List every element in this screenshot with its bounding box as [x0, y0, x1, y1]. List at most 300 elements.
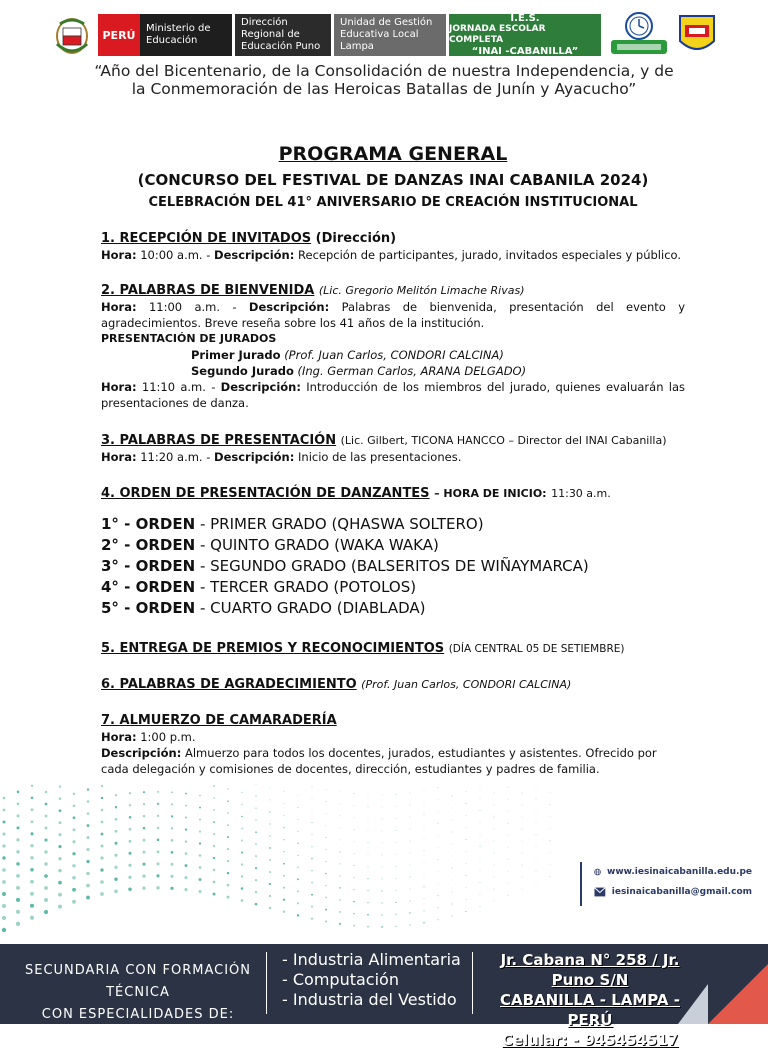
decor-dot — [171, 851, 174, 854]
decor-dot — [129, 828, 132, 831]
decor-dot — [114, 866, 117, 869]
section-2: 2. PALABRAS DE BIENVENIDA (Lic. Gregorio Melitón Limache Rivas) Hora: 11:00 a.m. - Descripción: Palabras de bienvenida, presentación del evento y agradecimientos. Breve reseña sobre los 41 años de la institución. PRESENTACIÓN DE JURADOS Primer Jurado (Prof. Juan Carlos, CONDORI CALCINA) Segundo Jurado (Ing. German Carlos, ARANA DELGADO) Hora: 11:10 a.m. - Descripción: Introducción de los miembros del jurado, quienes evaluarán las presentaciones de danza. — [101, 283, 686, 410]
decor-dot — [143, 803, 145, 805]
decor-dot — [409, 900, 410, 901]
section-5-title: 5. ENTREGA DE PREMIOS Y RECONOCIMIENTOS — [101, 641, 445, 656]
decor-dot — [157, 803, 159, 805]
section-4-inicio-label: – HORA DE INICIO: — [434, 487, 547, 500]
decor-dot — [269, 871, 271, 873]
decor-dot — [2, 892, 6, 896]
decor-dot — [437, 907, 438, 908]
section-3-who: (Lic. Gilbert, TICONA HANCCO – Director del INAI Cabanilla) — [340, 434, 667, 447]
decor-dot — [452, 856, 453, 857]
decor-dot — [58, 845, 61, 848]
decor-dot — [269, 811, 270, 812]
decor-dot — [382, 831, 383, 832]
decor-dot — [354, 817, 355, 818]
decor-dot — [269, 835, 271, 837]
decor-dot — [396, 866, 397, 867]
decor-dot — [311, 918, 313, 920]
address-line-1: Jr. Cabana N° 258 / Jr. Puno S/N — [500, 951, 680, 989]
decor-dot — [143, 827, 146, 830]
decor-dot — [143, 851, 146, 854]
decor-dot — [550, 852, 551, 853]
decor-dot — [494, 841, 495, 842]
decor-dot — [129, 840, 132, 843]
decor-dot — [298, 795, 299, 796]
section-1-title: 1. RECEPCIÓN DE INVITADOS — [101, 231, 312, 246]
decor-dot — [45, 815, 48, 818]
decor-dot — [283, 863, 285, 865]
decor-dot — [325, 897, 327, 899]
decor-dot — [284, 791, 285, 792]
decor-dot — [17, 814, 20, 817]
decor-dot — [199, 878, 202, 881]
globe-icon — [594, 866, 601, 878]
decor-dot — [480, 906, 481, 907]
decor-dot — [522, 865, 523, 866]
specialty-item: - Industria del Vestido — [282, 990, 457, 1009]
decor-dot — [2, 856, 5, 859]
decor-dot — [185, 793, 187, 795]
decor-dot — [101, 809, 104, 812]
decor-dot — [550, 864, 551, 865]
decor-dot — [466, 875, 467, 876]
decor-dot — [339, 875, 340, 876]
decor-dot — [16, 826, 19, 829]
decor-dot — [536, 882, 537, 883]
address-line-2: CABANILLA - LAMPA - PERÚ — [500, 991, 680, 1029]
ministerio-label: Ministerio de Educación — [140, 14, 232, 56]
decor-dot — [156, 886, 159, 889]
decor-dot — [480, 834, 481, 835]
decor-dot — [550, 804, 551, 805]
decor-dot — [213, 797, 215, 799]
decor-dot — [438, 787, 439, 788]
footer-specialties — [282, 950, 461, 1010]
jurado-2-name: (Ing. German Carlos, ARANA DELGADO) — [297, 364, 527, 378]
decor-dot — [16, 922, 20, 926]
order-list — [101, 514, 685, 619]
decor-dot — [87, 812, 90, 815]
decor-dot — [409, 924, 411, 926]
decor-dot — [142, 863, 145, 866]
section-7-hora: 1:00 p.m. — [140, 730, 196, 744]
decor-dot — [72, 900, 76, 904]
decor-dot — [114, 889, 118, 893]
decor-dot — [368, 842, 369, 843]
section-2-hora: 11:00 a.m. — [148, 300, 221, 314]
decor-dot — [466, 899, 467, 900]
decor-dot — [381, 926, 383, 928]
decor-dot — [381, 890, 382, 891]
decor-dot — [382, 843, 383, 844]
footer-address — [480, 950, 700, 1050]
hora-label: Hora: — [101, 450, 137, 464]
decor-dot — [255, 903, 258, 906]
decor-dot — [269, 895, 271, 897]
decor-dot — [381, 878, 382, 879]
decor-dot — [339, 911, 341, 913]
decor-dot — [410, 865, 411, 866]
decor-dot — [339, 923, 341, 925]
decor-dot — [30, 904, 34, 908]
decor-dot — [424, 790, 425, 791]
decor-dot — [452, 820, 453, 821]
decor-dot — [269, 907, 272, 910]
decor-dot — [171, 827, 173, 829]
section-4-title: 4. ORDEN DE PRESENTACIÓN DE DANZANTES — [101, 486, 430, 501]
decor-dot — [494, 853, 495, 854]
decor-dot — [115, 818, 118, 821]
decor-dot — [16, 898, 20, 902]
decor-dot — [199, 842, 201, 844]
hora-label: Hora: — [101, 300, 137, 314]
decor-dot — [284, 803, 285, 804]
email-row[interactable] — [582, 882, 752, 902]
decor-dot — [241, 828, 243, 830]
section-2-desc-2: Introducción de los miembros del jurado, quienes evaluarán las presentaciones de danza. — [101, 380, 686, 410]
decor-dot — [16, 850, 19, 853]
decor-dot — [480, 798, 481, 799]
decor-dot — [73, 793, 75, 795]
decor-dot — [480, 786, 481, 787]
decor-dot — [199, 854, 202, 857]
decor-dot — [142, 875, 145, 878]
decor-dot — [522, 853, 523, 854]
decor-dot — [157, 838, 160, 841]
decor-dot — [185, 852, 188, 855]
decor-dot — [30, 892, 34, 896]
order-number: 1° - ORDEN — [101, 515, 196, 533]
decor-dot — [494, 829, 495, 830]
decor-dot — [213, 809, 215, 811]
decor-dot — [466, 791, 467, 792]
decor-dot — [3, 821, 6, 824]
ies-line2: JORNADA ESCOLAR COMPLETA — [449, 24, 546, 45]
decor-dot — [227, 896, 230, 899]
decor-dot — [171, 791, 173, 793]
decor-dot — [396, 806, 397, 807]
decor-dot — [213, 845, 215, 847]
decor-dot — [16, 862, 20, 866]
decor-dot — [325, 861, 326, 862]
decor-dot — [283, 851, 285, 853]
decor-dot — [466, 815, 467, 816]
decor-dot — [241, 792, 242, 793]
decor-dot — [101, 785, 103, 787]
decor-dot — [452, 832, 453, 833]
decor-dot — [410, 877, 411, 878]
jec-logo-icon — [607, 10, 671, 60]
decor-dot — [72, 864, 75, 867]
decor-dot — [185, 828, 187, 830]
decor-dot — [339, 887, 341, 889]
decor-dot — [241, 899, 244, 902]
decor-dot — [58, 905, 62, 909]
decor-dot — [368, 806, 369, 807]
decor-dot — [283, 839, 284, 840]
decor-dot — [185, 840, 187, 842]
decor-dot — [311, 906, 313, 908]
decor-dot — [368, 818, 369, 819]
ies-line3: “INAI -CABANILLA” — [471, 46, 579, 57]
footer-accent-triangle — [708, 964, 768, 1024]
decor-dot — [353, 877, 354, 878]
decor-dot — [17, 791, 20, 794]
decor-dot — [550, 876, 551, 877]
decor-dot — [494, 901, 495, 902]
decor-dot — [312, 798, 313, 799]
decor-dot — [31, 796, 34, 799]
decor-dot — [522, 793, 523, 794]
decor-dot — [72, 876, 76, 880]
decor-dot — [353, 889, 354, 890]
decor-dot — [382, 807, 383, 808]
decor-dot — [452, 868, 453, 869]
decor-dot — [114, 878, 117, 881]
decor-dot — [326, 813, 327, 814]
decor-dot — [227, 872, 229, 874]
decor-dot — [480, 858, 481, 859]
decor-dot — [255, 867, 257, 869]
decor-dot — [494, 817, 495, 818]
ies-logo-box — [449, 14, 601, 56]
decor-dot — [368, 854, 369, 855]
website-link[interactable]: www.iesinaicabanilla.edu.pe — [607, 867, 752, 877]
footer-divider — [472, 952, 473, 1014]
decor-dot — [480, 810, 481, 811]
decor-dot — [410, 853, 411, 854]
decor-dot — [522, 889, 523, 890]
decor-dot — [480, 846, 481, 847]
section-4-inicio: 11:30 a.m. — [551, 487, 611, 500]
decor-dot — [382, 795, 383, 796]
decor-dot — [58, 869, 62, 873]
section-2-desc: Palabras de bienvenida, presentación del evento y agradecimientos. Breve reseña sobre los 41 años de la institución. — [101, 300, 685, 330]
jurados-label: PRESENTACIÓN DE JURADOS — [101, 332, 277, 345]
decor-dot — [58, 857, 61, 860]
decor-dot — [30, 880, 34, 884]
decor-dot — [283, 827, 284, 828]
decor-dot — [297, 866, 299, 868]
decor-dot — [17, 802, 20, 805]
decor-dot — [213, 881, 216, 884]
decor-dot — [297, 831, 298, 832]
decor-dot — [438, 871, 439, 872]
decor-dot — [86, 872, 89, 875]
email-link[interactable]: iesinaicabanilla@gmail.com — [611, 887, 752, 897]
decor-dot — [353, 913, 355, 915]
decor-dot — [368, 830, 369, 831]
decor-dot — [424, 826, 425, 827]
decor-dot — [58, 893, 62, 897]
decor-dot — [30, 916, 34, 920]
decor-dot — [87, 800, 90, 803]
decor-dot — [424, 874, 425, 875]
inai-crest-icon — [677, 13, 717, 57]
decor-dot — [59, 797, 62, 800]
decor-dot — [550, 816, 551, 817]
jurado-1-label: Primer Jurado — [191, 348, 281, 362]
section-6-title: 6. PALABRAS DE AGRADECIMIENTO — [101, 677, 357, 692]
decor-dot — [522, 829, 523, 830]
decor-dot — [283, 911, 285, 913]
decor-dot — [241, 851, 243, 853]
decor-dot — [128, 852, 131, 855]
decor-dot — [45, 791, 48, 794]
page-subtitle-2: CELEBRACIÓN DEL 41° ANIVERSARIO DE CREACIÓN INSTITUCIONAL — [148, 195, 638, 210]
decor-dot — [353, 901, 355, 903]
decor-dot — [3, 809, 6, 812]
decor-dot — [157, 815, 159, 817]
decor-dot — [550, 840, 551, 841]
decor-dot — [396, 830, 397, 831]
website-row[interactable] — [582, 862, 752, 882]
decor-dot — [255, 855, 257, 857]
decor-dot — [466, 827, 467, 828]
decor-dot — [283, 887, 285, 889]
decor-dot — [382, 855, 383, 856]
decor-dot — [45, 827, 48, 830]
order-item — [101, 514, 685, 535]
decor-dot — [157, 827, 160, 830]
hora-label: Hora: — [101, 730, 137, 744]
decor-dot — [100, 844, 103, 847]
decor-dot — [466, 887, 467, 888]
decor-dot — [480, 894, 481, 895]
order-number: 4° - ORDEN — [101, 578, 196, 596]
decor-dot — [3, 797, 6, 800]
decor-dot — [199, 890, 202, 893]
decor-dot — [157, 791, 159, 793]
decor-dot — [86, 884, 90, 888]
order-number: 5° - ORDEN — [101, 599, 196, 617]
decor-dot — [424, 838, 425, 839]
decor-dot — [44, 910, 48, 914]
decor-dot — [283, 815, 284, 816]
decor-dot — [87, 824, 90, 827]
order-number: 2° - ORDEN — [101, 536, 196, 554]
decor-dot — [213, 857, 215, 859]
decor-dot — [536, 786, 537, 787]
decor-dot — [536, 822, 537, 823]
decor-dot — [199, 795, 201, 797]
decor-dot — [536, 798, 537, 799]
decor-dot — [438, 859, 439, 860]
decor-dot — [213, 833, 215, 835]
decor-dot — [44, 898, 48, 902]
year-motto: “Año del Bicentenario, de la Consolidación de nuestra Independencia, y de la Conmemoración de las Heroicas Batallas de Junín y Ayacucho” — [94, 62, 674, 98]
order-text: - SEGUNDO GRADO (BALSERITOS DE WIÑAYMARCA) — [199, 557, 589, 575]
decor-dot — [72, 888, 76, 892]
decor-dot — [339, 863, 340, 864]
decor-dot — [100, 856, 103, 859]
section-4 — [101, 486, 685, 619]
decor-dot — [354, 853, 355, 854]
section-5 — [101, 641, 685, 657]
decor-dot — [311, 882, 313, 884]
decor-dot — [30, 832, 33, 835]
decor-dot — [86, 896, 90, 900]
decor-dot — [283, 875, 285, 877]
decor-dot — [381, 914, 383, 916]
footer-divider — [266, 952, 267, 1014]
decor-dot — [73, 804, 76, 807]
decor-dot — [297, 902, 299, 904]
decor-dot — [59, 821, 62, 824]
dre-puno-label: Dirección Regional de Educación Puno — [235, 14, 331, 56]
decor-dot — [185, 876, 188, 879]
decor-dot — [44, 862, 47, 865]
decor-dot — [157, 850, 160, 853]
decor-dot — [382, 819, 383, 820]
order-item — [101, 577, 685, 598]
decor-dot — [241, 804, 242, 805]
decor-dot — [2, 904, 6, 908]
decor-dot — [353, 865, 354, 866]
decor-dot — [255, 796, 256, 797]
decor-dot — [72, 852, 75, 855]
decor-dot — [44, 850, 47, 853]
decor-dot — [87, 836, 90, 839]
decor-dot — [269, 859, 271, 861]
decor-dot — [87, 788, 89, 790]
decor-dot — [396, 878, 397, 879]
decor-dot — [340, 792, 341, 793]
decor-dot — [340, 804, 341, 805]
footer-line-1: SECUNDARIA CON FORMACIÓN TÉCNICA — [24, 963, 251, 1000]
decor-dot — [340, 828, 341, 829]
decor-dot — [395, 902, 396, 903]
decor-dot — [227, 884, 230, 887]
decor-dot — [396, 818, 397, 819]
decor-dot — [466, 839, 467, 840]
hora-label: Hora: — [101, 380, 137, 394]
descripcion-label: Descripción: — [248, 300, 330, 314]
decor-dot — [100, 892, 104, 896]
decor-dot — [101, 797, 103, 799]
decor-dot — [255, 808, 256, 809]
decor-dot — [16, 886, 20, 890]
decor-dot — [367, 902, 368, 903]
decor-dot — [241, 887, 244, 890]
decor-dot — [115, 806, 117, 808]
decor-dot — [452, 796, 453, 797]
decor-dot — [326, 837, 327, 838]
section-1-hora: 10:00 a.m. — [140, 248, 203, 262]
section-2-who: (Lic. Gregorio Melitón Limache Rivas) — [318, 284, 525, 297]
decor-dot — [31, 820, 34, 823]
decor-dot — [536, 834, 537, 835]
decor-dot — [270, 788, 271, 789]
decor-dot — [86, 860, 89, 863]
section-7-title: 7. ALMUERZO DE CAMARADERÍA — [101, 713, 337, 728]
decor-dot — [508, 823, 509, 824]
decor-dot — [199, 866, 202, 869]
decor-dot — [227, 836, 229, 838]
decor-dot — [466, 851, 467, 852]
decor-dot — [508, 883, 509, 884]
order-text: - TERCER GRADO (POTOLOS) — [199, 578, 417, 596]
decor-dot — [325, 849, 326, 850]
decor-dot — [73, 828, 76, 831]
section-3: 3. PALABRAS DE PRESENTACIÓN (Lic. Gilbert, TICONA HANCCO – Director del INAI Cabanilla) Hora: 11:20 a.m. - Descripción: Inicio de las presentaciones. — [101, 433, 667, 464]
decor-dot — [451, 903, 452, 904]
section-1-desc: Recepción de participantes, jurado, invitados especiales y público. — [298, 248, 682, 262]
decor-dot — [494, 877, 495, 878]
decor-dot — [438, 823, 439, 824]
